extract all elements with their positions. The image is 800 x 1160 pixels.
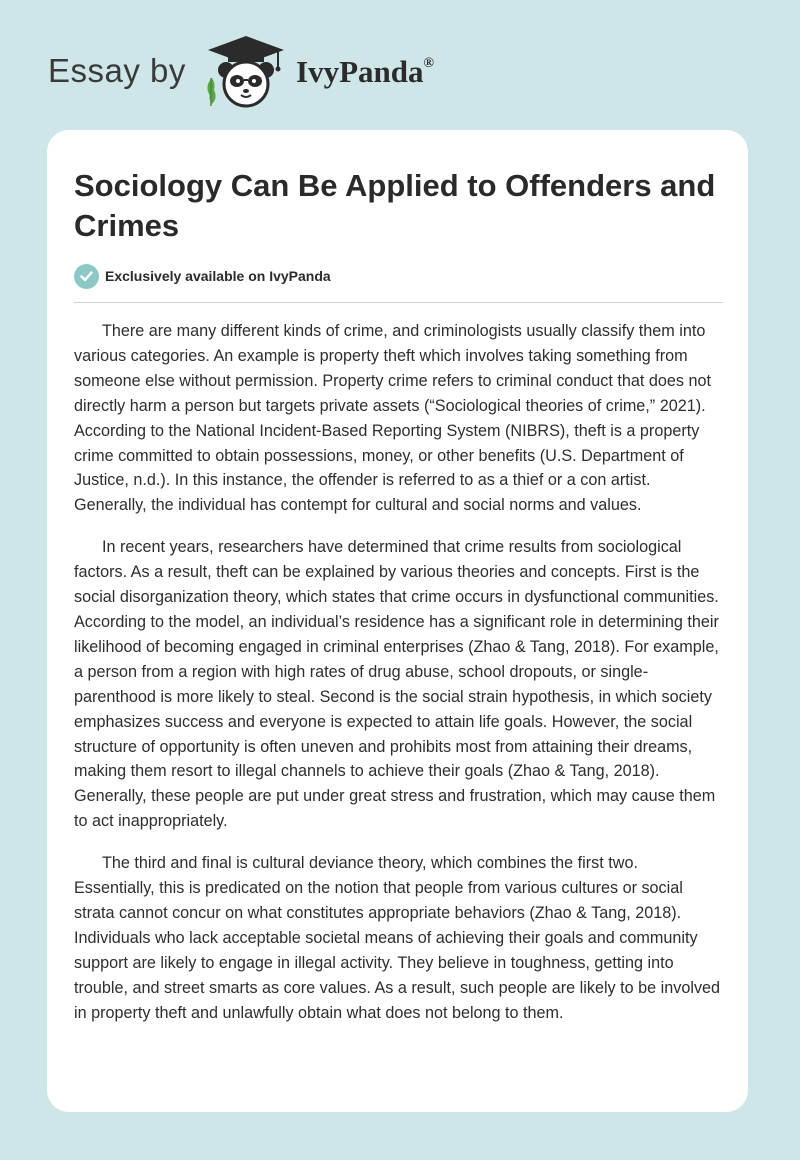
essay-card (47, 130, 748, 1112)
exclusive-badge (74, 263, 331, 289)
divider (74, 302, 723, 303)
paragraph: In recent years, researchers have determined that crime results from sociological factors. As a result, theft can be explained by various theories and concepts. First is the social disorganization theory, which states that crime occurs in dysfunctional communities. According to the model, an individual’s residence has a significant role in determining their likelihood of becoming engaged in criminal enterprises (Zhao & Tang, 2018). For example, a person from a region with high rates of drug abuse, school dropouts, or single-parenthood is more likely to steal. Second is the social strain hypothesis, in which society emphasizes success and everyone is expected to attain life goals. However, the social structure of opportunity is often uneven and prohibits most from attaining their dreams, making them resort to illegal channels to achieve their goals (Zhao & Tang, 2018). Generally, these people are put under great stress and frustration, which may cause them to act inappropriately. (74, 538, 719, 831)
essay-title: Sociology Can Be Applied to Offenders and Crimes (74, 168, 716, 243)
paragraph: The third and final is cultural deviance theory, which combines the first two. Essentially, this is predicated on the notion that people from various cultures or social strata cannot concur on what constitutes appropriate behaviors (Zhao & Tang, 2018). Individuals who lack acceptable societal means of achieving their goals and community support are likely to engage in illegal activity. They believe in toughness, getting into trouble, and street smarts as core values. As a result, such people are likely to be involved in property theft and unlawfully obtain what does not belong to them. (74, 854, 721, 1022)
essay-body (74, 319, 722, 1042)
essay-by-label: Essay by (48, 52, 186, 89)
site-header (48, 34, 648, 114)
check-circle-icon (74, 264, 99, 289)
paragraph: There are many different kinds of crime, and criminologists usually classify them into various categories. An example is property theft which involves taking something from someone else without permission. Property crime refers to criminal conduct that does not directly harm a person but targets private assets (“Sociological theories of crime,” 2021). According to the National Incident-Based Reporting System (NIBRS), theft is a property crime committed to obtain possessions, money, or other benefits (U.S. Department of Justice, n.d.). In this instance, the offender is referred to as a thief or a con artist. Generally, the individual has contempt for cultural and social norms and values. (74, 322, 711, 515)
registered-mark: ® (423, 56, 434, 71)
exclusive-badge-label: Exclusively available on IvyPanda (105, 268, 331, 284)
panda-graduate-icon[interactable] (200, 34, 292, 108)
brand-name[interactable]: IvyPanda® (296, 54, 434, 89)
